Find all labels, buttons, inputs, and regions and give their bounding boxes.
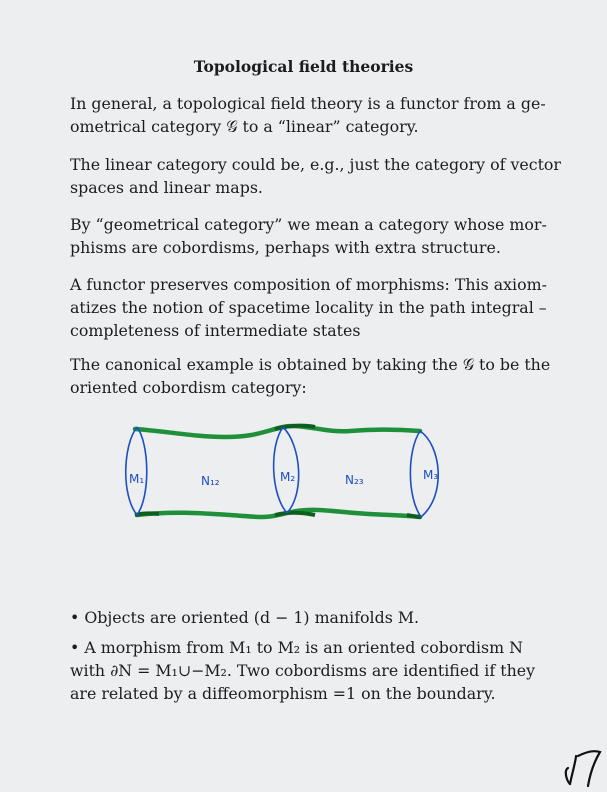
page-number-handwritten [560,740,605,790]
text-line: The canonical example is obtained by taking the 𝒢 to be the [70,355,551,374]
page-title: Topological field theories [193,57,414,76]
text-line: • Objects are oriented (d − 1) manifolds M. [70,608,420,627]
bullet-objects [70,606,560,629]
text-line: oriented cobordism category: [70,378,307,397]
label-n12: N₁₂ [201,474,220,488]
page-number: 17 [560,740,562,741]
text-line: spaces and linear maps. [70,178,263,197]
text-line: A functor preserves composition of morphisms: This axiom- [70,275,547,294]
text-line: The linear category could be, e.g., just the category of vector [70,155,561,174]
joint-segment [407,515,421,517]
boundary-m1 [126,427,147,515]
paragraph-canonical-example [70,353,550,399]
text-line: • A morphism from M₁ to M₂ is an oriented cobordism N [70,638,523,657]
label-m1: M₁ [129,472,145,486]
label-n23: N₂₃ [345,473,364,487]
paragraph-functor [70,92,550,138]
text-line: ometrical category 𝒢 to a “linear” category. [70,117,419,136]
text-line: phisms are cobordisms, perhaps with extra structure. [70,238,501,257]
text-line: In general, a topological field theory is a functor from a ge- [70,94,546,113]
text-line: with ∂N = M₁∪−M₂. Two cobordisms are identified if they [70,661,536,680]
paragraph-linear-category [70,153,561,199]
text-line: completeness of intermediate states [70,321,361,340]
bullet-morphism [70,636,560,705]
label-m3: M₃ [423,468,439,482]
label-m2: M₂ [280,470,296,484]
text-line: atizes the notion of spacetime locality in the path integral – [70,298,547,317]
paragraph-geometrical-category [70,213,550,259]
paragraph-composition [70,273,550,342]
text-line: By “geometrical category” we mean a category whose mor- [70,215,547,234]
joint-segment [275,513,315,515]
cobordism-diagram [115,415,455,525]
text-line: are related by a diffeomorphism =1 on the boundary. [70,684,496,703]
